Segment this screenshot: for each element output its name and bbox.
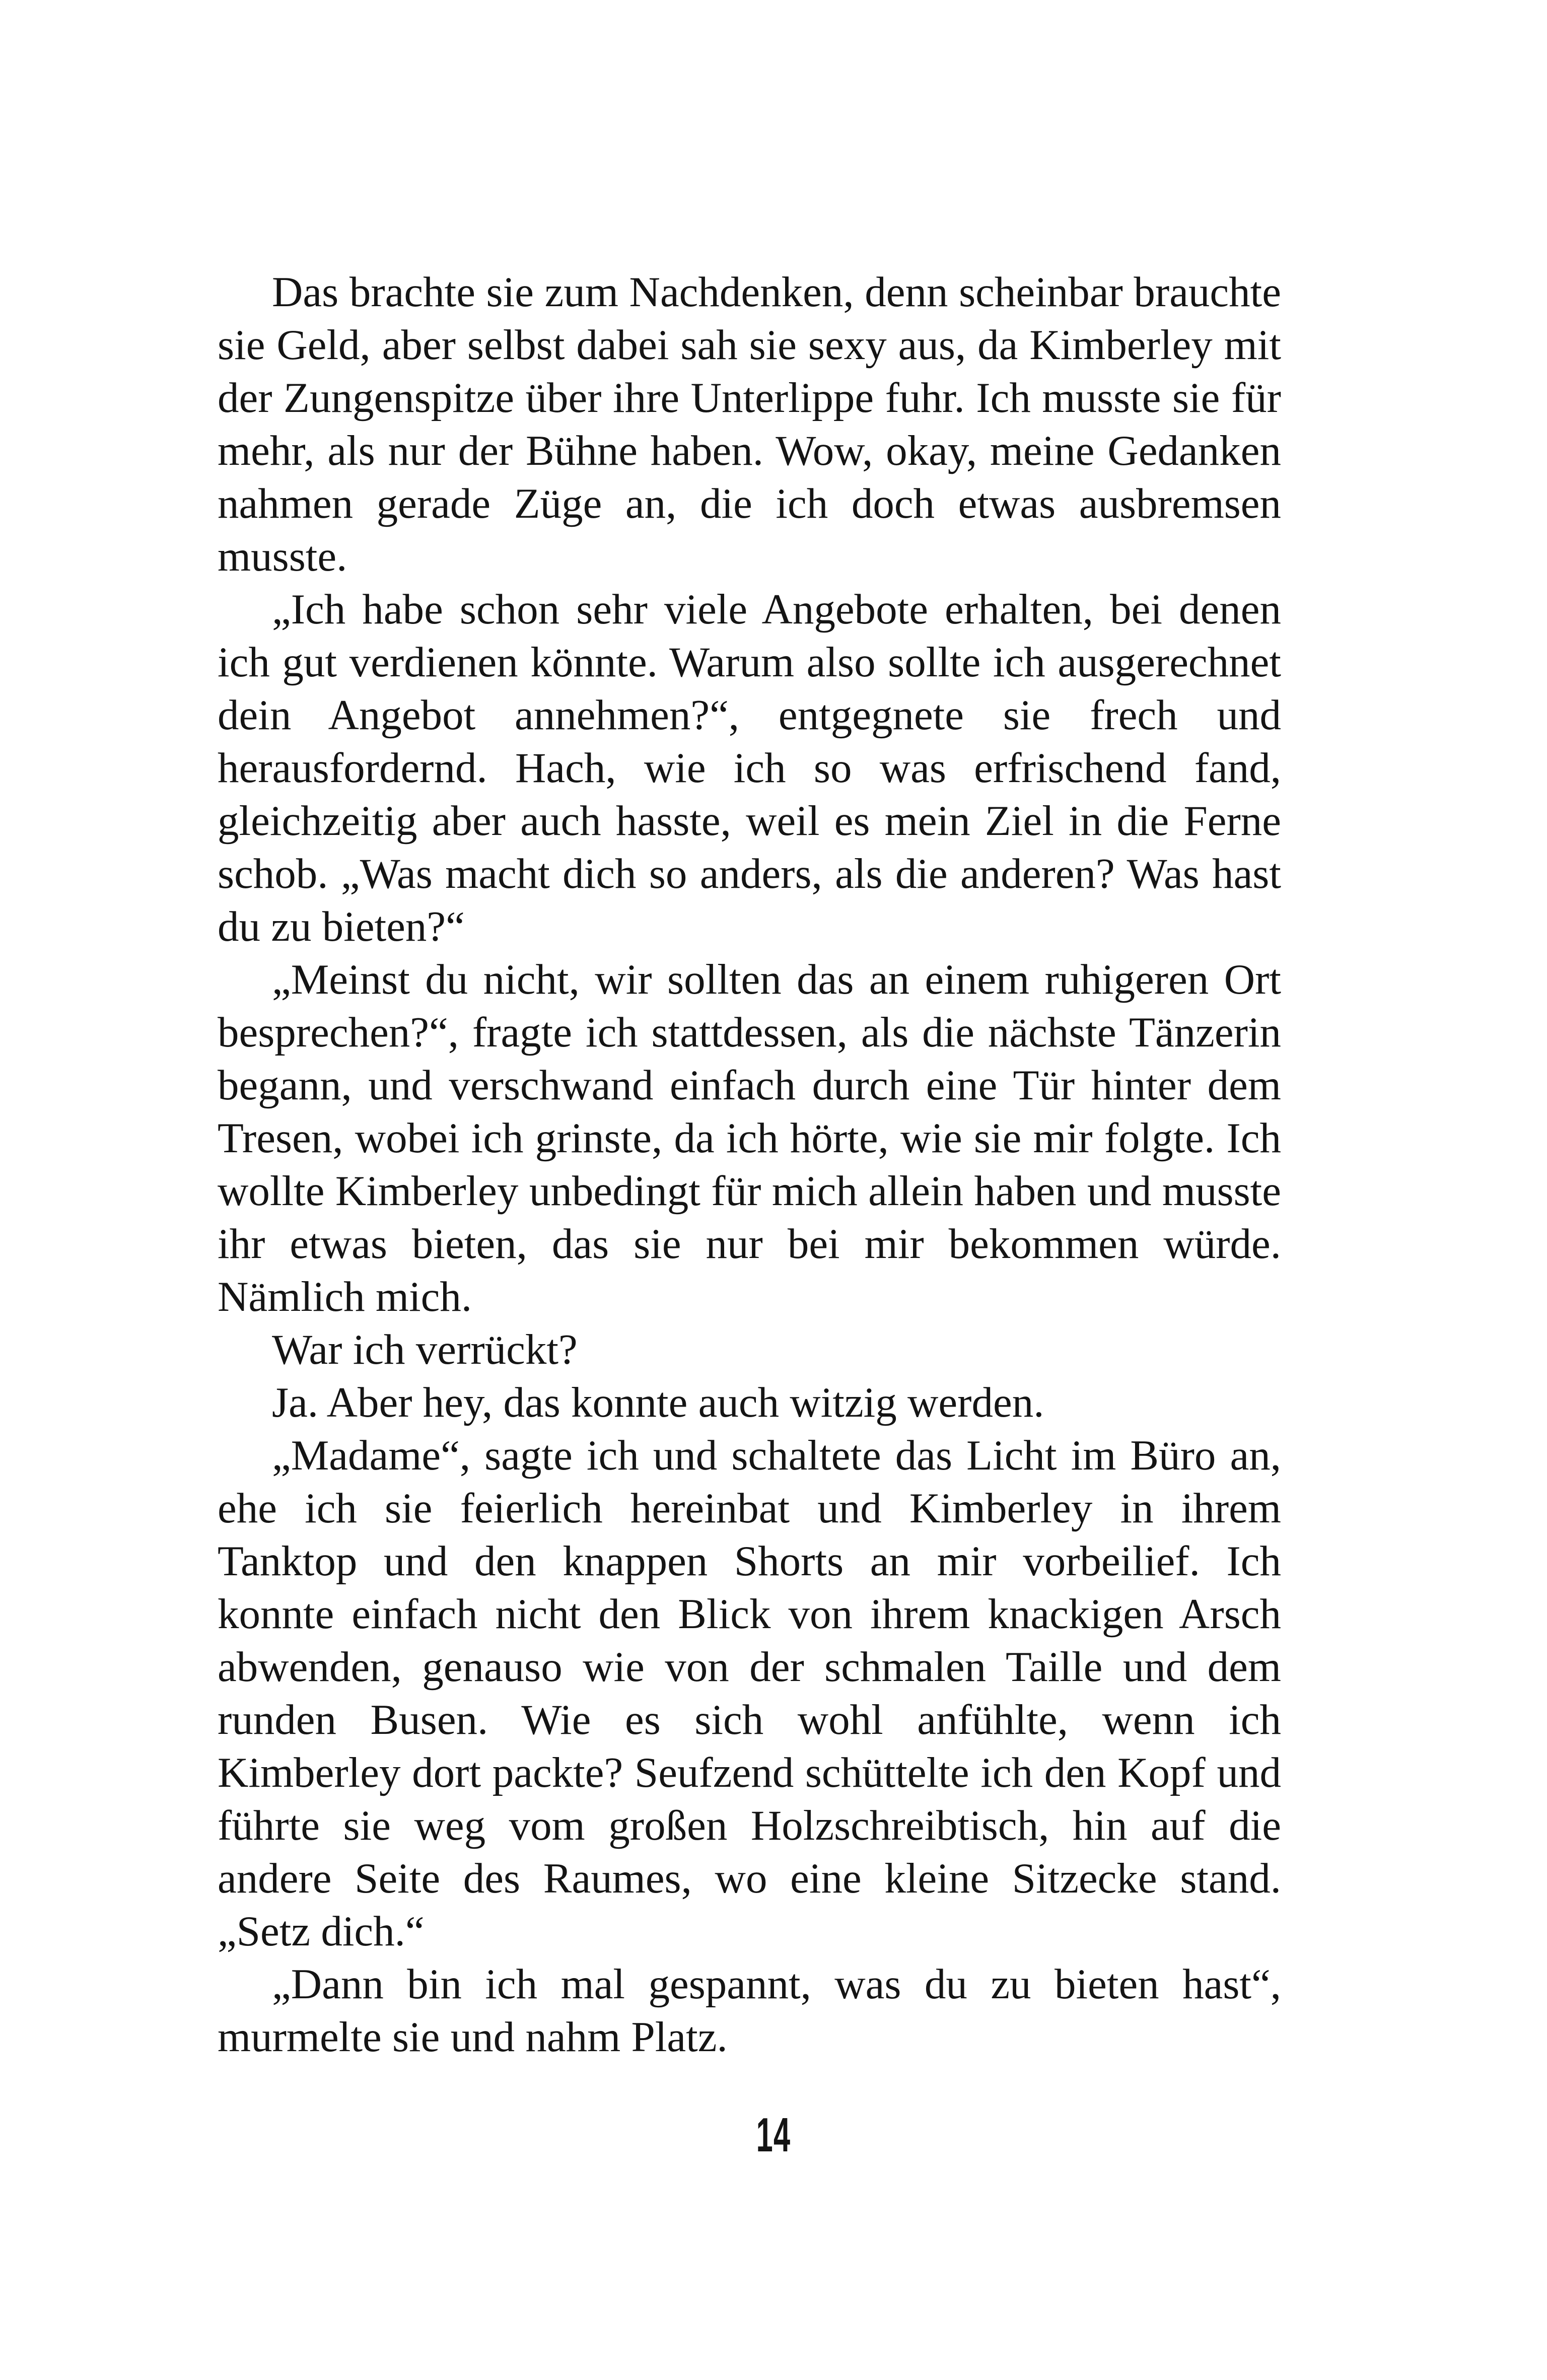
body-text (218, 266, 1281, 2064)
paragraph: War ich verrückt? (272, 1326, 578, 1373)
paragraph: Ja. Aber hey, das konnte auch witzig werden. (272, 1379, 1044, 1426)
paragraph: „Madame“, sagte ich und schaltete das Licht im Büro an, ehe ich sie feierlich hereinbat und Kimberley in ihrem Tanktop und den knappen Shorts an mir vorbeilief. Ich konnte einfach nicht den Blick von ihrem knackigen Arsch abwenden, genauso wie von der schmalen Taille und dem runden Busen. Wie es sich wohl anfühlte, wenn ich Kimberley dort packte? Seufzend schüttelte ich den Kopf und führte sie weg vom großen Holzschreibtisch, hin auf die andere Seite des Raumes, wo eine kleine Sitzecke stand. „Setz dich.“ (218, 1432, 1281, 1955)
paragraph: „Dann bin ich mal gespannt, was du zu bieten hast“, murmelte sie und nahm Platz. (218, 1961, 1281, 2061)
paragraph: Das brachte sie zum Nachdenken, denn scheinbar brauchte sie Geld, aber selbst dabei sah sie sexy aus, da Kimberley mit der Zungenspitze über ihre Unterlippe fuhr. Ich musste sie für mehr, als nur der Bühne haben. Wow, okay, meine Gedanken nahmen gerade Züge an, die ich doch etwas ausbremsen musste. (218, 268, 1281, 580)
paragraph: „Ich habe schon sehr viele Angebote erhalten, bei denen ich gut verdienen könnte. Warum also sollte ich ausgerechnet dein Angebot annehmen?“, entgegnete sie frech und herausfordernd. Hach, wie ich so was erfrischend fand, gleichzeitig aber auch hasste, weil es mein Ziel in die Ferne schob. „Was macht dich so anders, als die anderen? Was hast du zu bieten?“ (218, 586, 1281, 950)
paragraph: „Meinst du nicht, wir sollten das an einem ruhigeren Ort besprechen?“, fragte ich stattdessen, als die nächste Tänzerin begann, und verschwand einfach durch eine Tür hinter dem Tresen, wobei ich grinste, da ich hörte, wie sie mir folgte. Ich wollte Kimberley unbedingt für mich allein haben und musste ihr etwas bieten, das sie nur bei mir bekommen würde. Nämlich mich. (218, 956, 1281, 1320)
page-number: 14 (756, 2108, 791, 2162)
